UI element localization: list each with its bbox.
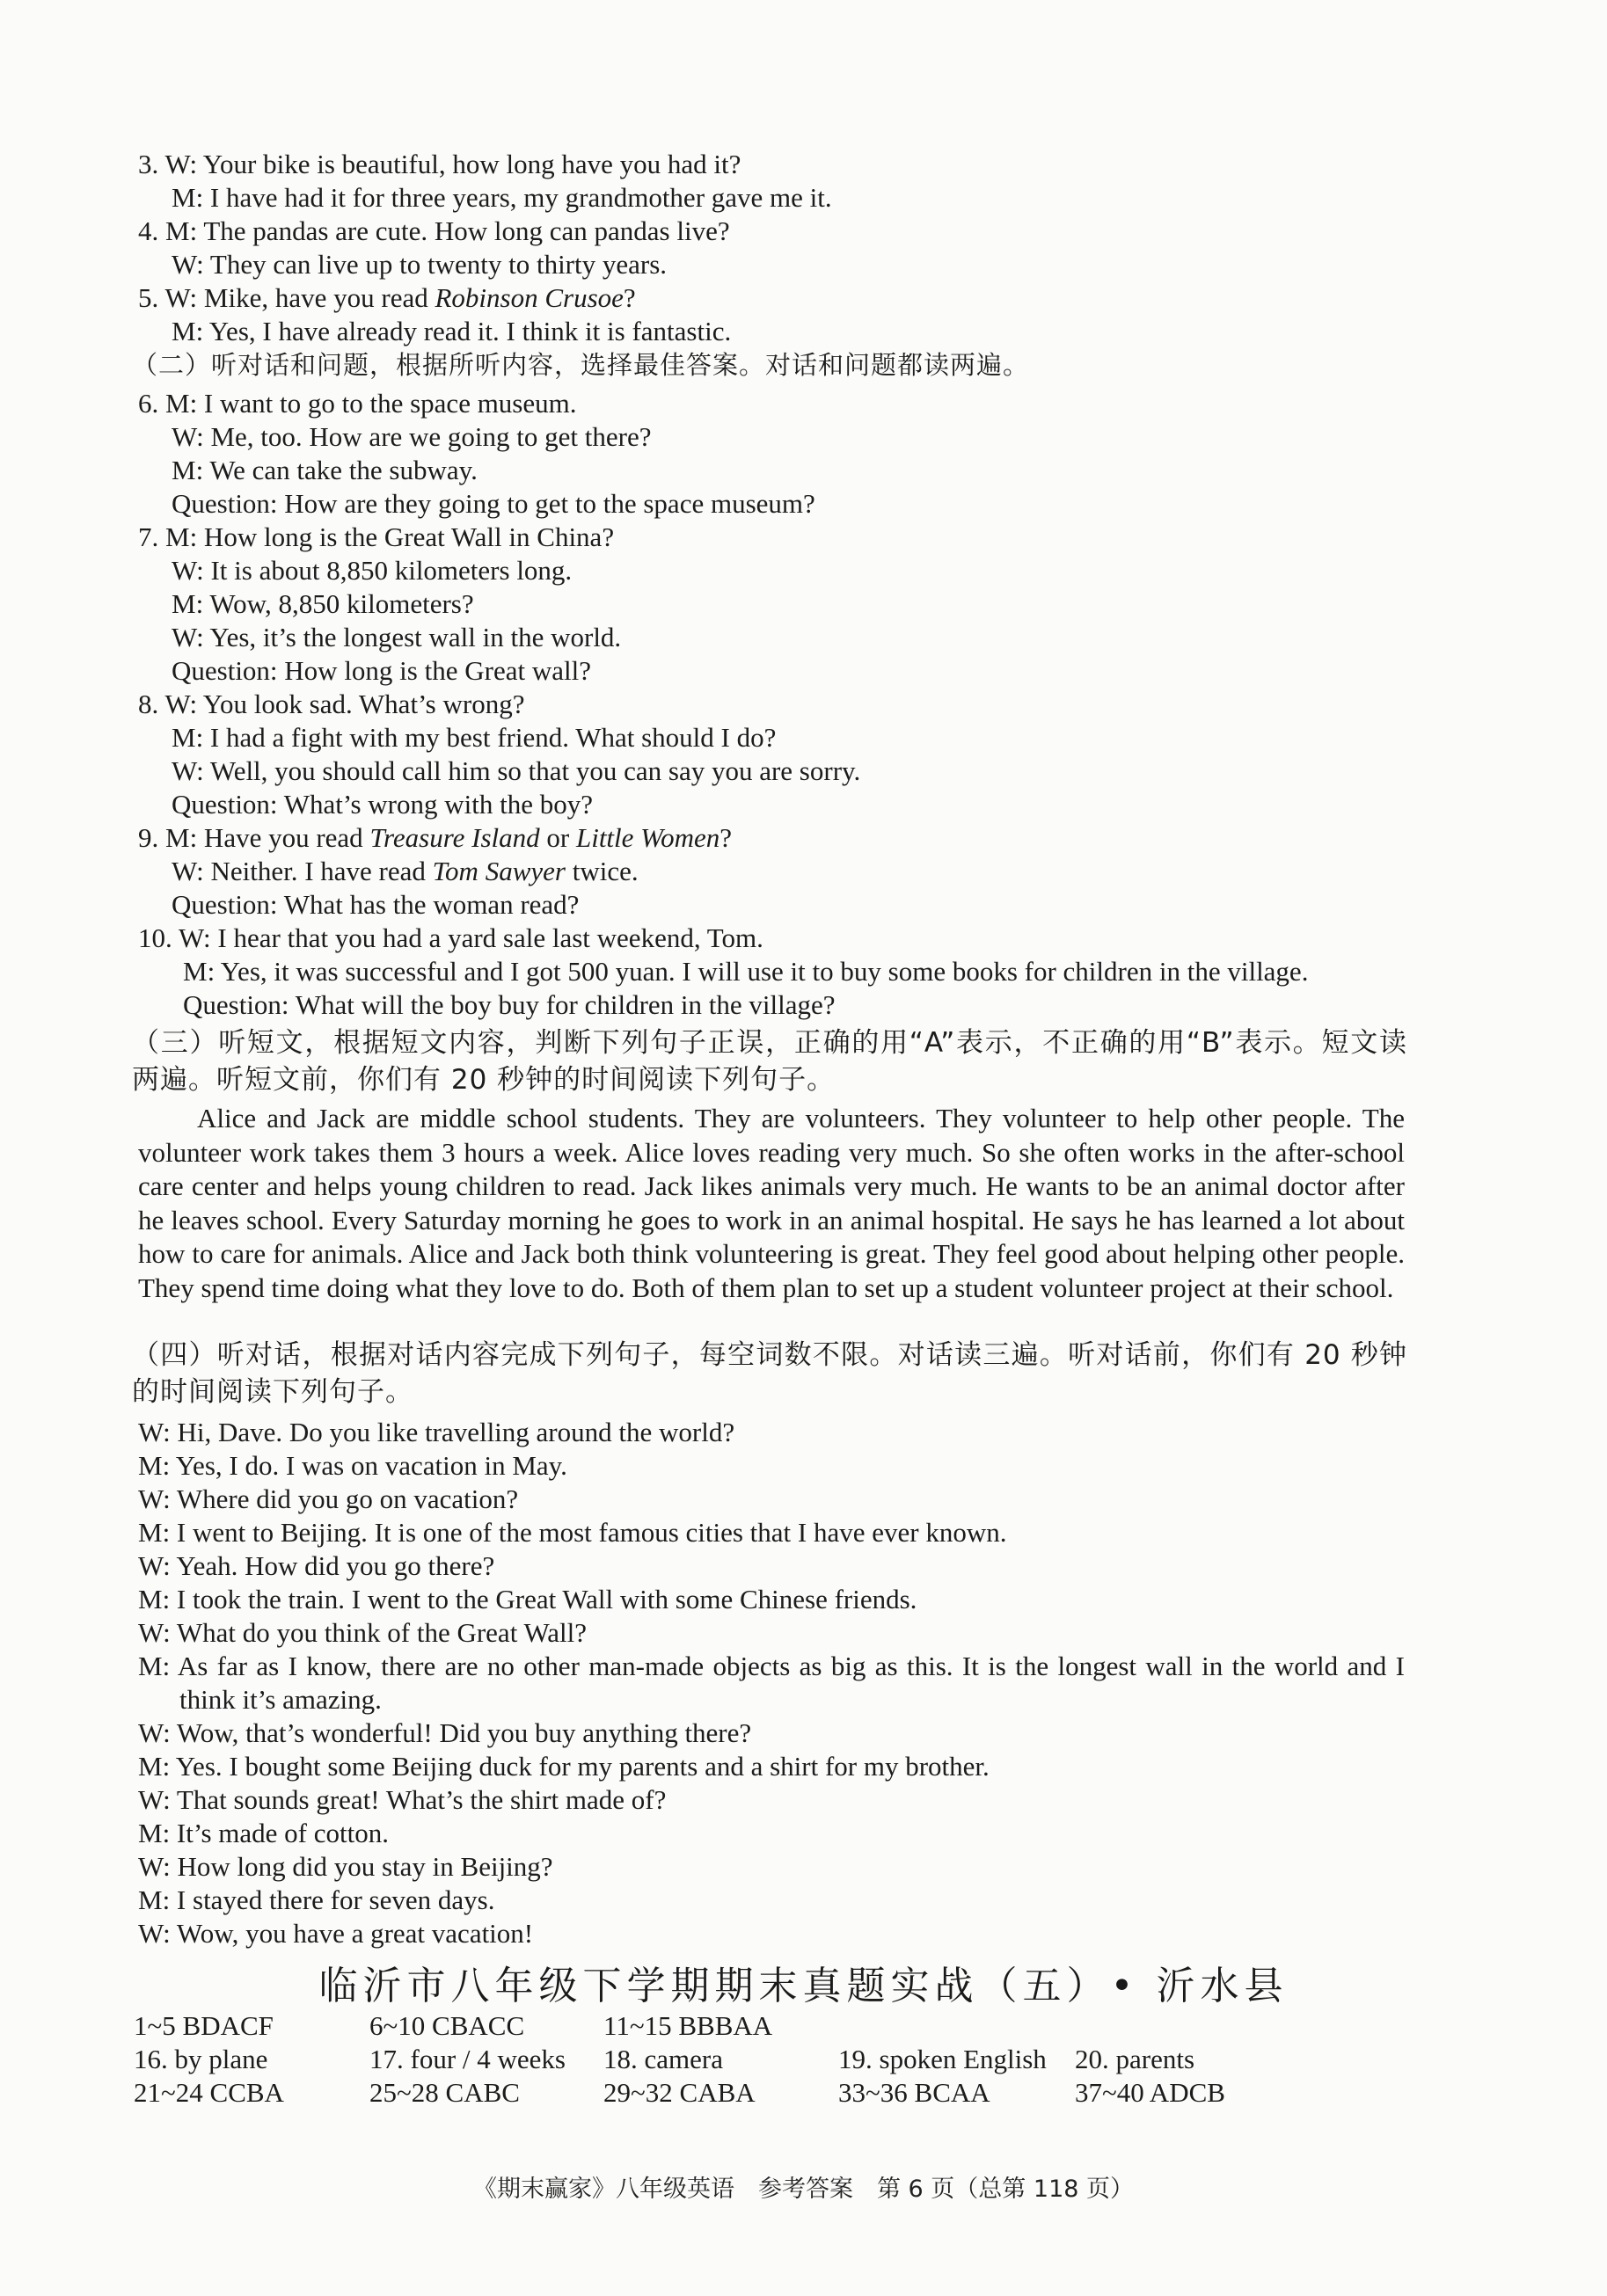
dialogue-line: M: I took the train. I went to the Great Wall with some Chinese friends. xyxy=(138,1584,917,1614)
question-line: Question: How are they going to get to the space museum? xyxy=(172,488,815,519)
dialogue-line: W: Hi, Dave. Do you like travelling around the world? xyxy=(138,1417,735,1447)
answer-item: 18. camera xyxy=(603,2044,723,2074)
book-title: Treasure Island xyxy=(369,822,540,853)
dialogue-line: 3. W: Your bike is beautiful, how long have you had it? xyxy=(138,149,741,179)
book-title: Tom Sawyer xyxy=(432,856,566,886)
dialogue-line: W: How long did you stay in Beijing? xyxy=(138,1851,553,1882)
dialogue-line: M: I had a fight with my best friend. What should I do? xyxy=(172,722,777,753)
answer-item: 29~32 CABA xyxy=(603,2077,756,2108)
dialogue-line: M: I went to Beijing. It is one of the most famous cities that I have ever known. xyxy=(138,1517,1007,1548)
book-title: Little Women xyxy=(575,822,720,853)
answer-item: 37~40 ADCB xyxy=(1075,2077,1225,2108)
dialogue-line: 10. W: I hear that you had a yard sale last weekend, Tom. xyxy=(138,922,763,953)
section-title: 临沂市八年级下学期期末真题实战（五）• 沂水县 xyxy=(318,1964,1289,2008)
answer-item: 19. spoken English xyxy=(838,2044,1047,2074)
dialogue-line: W: Yes, it’s the longest wall in the world. xyxy=(172,622,622,652)
dialogue-line: M: Yes, I do. I was on vacation in May. xyxy=(138,1450,567,1481)
answer-item: 21~24 CCBA xyxy=(134,2077,284,2108)
section-header-4: （四）听对话，根据对话内容完成下列句子，每空词数不限。对话读三遍。听对话前，你们有 20 秒钟的时间阅读下列句子。 xyxy=(132,1339,1407,1408)
answer-item: 11~15 BBBAA xyxy=(603,2010,773,2041)
dialogue-line: W: Me, too. How are we going to get there? xyxy=(172,421,652,452)
dialogue-line: W: Wow, that’s wonderful! Did you buy anything there? xyxy=(138,1717,752,1748)
dialogue-line: M: We can take the subway. xyxy=(172,455,478,485)
dialogue-line: 7. M: How long is the Great Wall in China? xyxy=(138,521,615,552)
dialogue-line: 8. W: You look sad. What’s wrong? xyxy=(138,689,525,719)
dialogue-line: M: Yes. I bought some Beijing duck for my parents and a shirt for my brother. xyxy=(138,1751,990,1782)
dialogue-line: W: Yeah. How did you go there? xyxy=(138,1550,495,1581)
dialogue-line: W: Neither. I have read Tom Sawyer twice. xyxy=(172,856,639,886)
dialogue-line: M: As far as I know, there are no other man-made objects as big as this. It is the longest wall in the world and I think it’s amazing. xyxy=(138,1651,1405,1715)
dialogue-line: M: It’s made of cotton. xyxy=(138,1818,389,1848)
dialogue-line: W: They can live up to twenty to thirty years. xyxy=(172,249,668,280)
dialogue-line: 4. M: The pandas are cute. How long can pandas live? xyxy=(138,215,730,246)
dialogue-line: 5. W: Mike, have you read Robinson Crusoe? xyxy=(138,282,636,313)
dialogue-line: M: Wow, 8,850 kilometers? xyxy=(172,588,474,619)
dialogue-line: W: It is about 8,850 kilometers long. xyxy=(172,555,573,586)
answer-item: 16. by plane xyxy=(134,2044,268,2074)
answer-item: 33~36 BCAA xyxy=(838,2077,990,2108)
answer-item: 6~10 CBACC xyxy=(369,2010,525,2041)
dialogue-line: 9. M: Have you read Treasure Island or Little Women? xyxy=(138,822,733,853)
answer-item: 20. parents xyxy=(1075,2044,1195,2074)
answer-item: 25~28 CABC xyxy=(369,2077,520,2108)
question-line: Question: How long is the Great wall? xyxy=(172,655,591,686)
question-line: Question: What’s wrong with the boy? xyxy=(172,789,594,820)
section-header-2: （二）听对话和问题，根据所听内容，选择最佳答案。对话和问题都读两遍。 xyxy=(132,350,1030,380)
listening-passage: Alice and Jack are middle school students. They are volunteers. They volunteer to help other people. The volunteer work takes them 3 hours a week. Alice loves reading very much. So she often works in the after-school care center and helps young children to read. Jack likes animals very much. He wants to be an animal doctor after he leaves school. Every Saturday morning he goes to work in an animal hospital. He says he has learned a lot about how to care for animals. Alice and Jack both think volunteering is great. They feel good about helping other people. They spend time doing what they love to do. Both of them plan to set up a student volunteer project at their school. xyxy=(138,1103,1405,1303)
section-header-3: （三）听短文，根据短文内容，判断下列句子正误，正确的用“A”表示，不正确的用“B”表示。短文读两遍。听短文前，你们有 20 秒钟的时间阅读下列句子。 xyxy=(132,1027,1407,1096)
question-line: Question: What has the woman read? xyxy=(172,889,580,920)
dialogue-line: W: That sounds great! What’s the shirt made of? xyxy=(138,1784,667,1815)
answer-item: 17. four / 4 weeks xyxy=(369,2044,566,2074)
dialogue-line: M: Yes, I have already read it. I think it is fantastic. xyxy=(172,316,732,346)
dialogue-line: M: I stayed there for seven days. xyxy=(138,1884,495,1915)
book-title: Robinson Crusoe xyxy=(435,282,624,313)
page-footer: 《期末赢家》八年级英语 参考答案 第 6 页（总第 118 页） xyxy=(472,2176,1135,2203)
dialogue-line: W: Wow, you have a great vacation! xyxy=(138,1918,534,1949)
question-line: Question: What will the boy buy for children in the village? xyxy=(183,989,836,1020)
dialogue-line: W: What do you think of the Great Wall? xyxy=(138,1617,588,1648)
dialogue-line: M: I have had it for three years, my grandmother gave me it. xyxy=(172,182,832,213)
dialogue-line: W: Where did you go on vacation? xyxy=(138,1483,519,1514)
dialogue-line: 6. M: I want to go to the space museum. xyxy=(138,388,577,419)
answer-item: 1~5 BDACF xyxy=(134,2010,274,2041)
dialogue-line: M: Yes, it was successful and I got 500 yuan. I will use it to buy some books for children in the village. xyxy=(183,956,1309,987)
dialogue-line: W: Well, you should call him so that you can say you are sorry. xyxy=(172,755,861,786)
